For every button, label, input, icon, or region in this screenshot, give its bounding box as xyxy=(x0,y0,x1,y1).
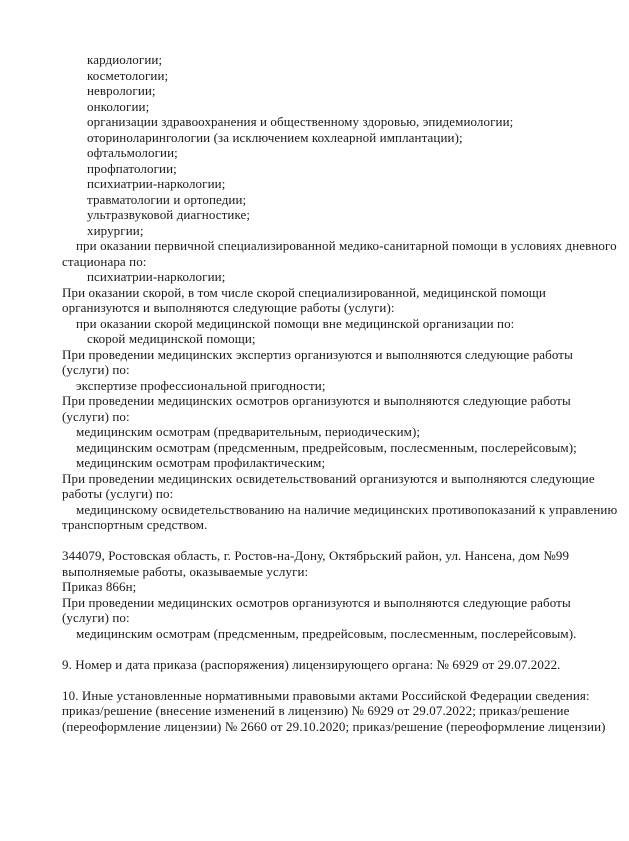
text-line: приказ/решение (внесение изменений в лицензию) № 6929 от 29.07.2022; приказ/решение xyxy=(62,703,570,718)
text-line: работы (услуги) по: xyxy=(62,486,174,501)
text-line: При проведении медицинских экспертиз организуются и выполняются следующие работы xyxy=(62,346,573,362)
blank-line xyxy=(62,672,611,688)
text-line: психиатрии-наркологии; xyxy=(87,269,226,284)
text-line: экспертизе профессиональной пригодности; xyxy=(76,377,326,393)
text-line: косметологии; xyxy=(87,67,169,83)
text-line: неврологии; xyxy=(87,83,156,98)
text-line: При проведении медицинских осмотров организуются и выполняются следующие работы xyxy=(62,393,571,408)
text-line: 10. Иные установленные нормативными правовыми актами Российской Федерации сведения: xyxy=(62,687,590,703)
text-line: (услуги) по: xyxy=(62,610,130,625)
text-line: при оказании скорой медицинской помощи вне медицинской организации по: xyxy=(76,315,515,331)
text-line: При проведении медицинских осмотров организуются и выполняются следующие работы xyxy=(62,594,571,610)
blank-line xyxy=(62,533,611,549)
text-line: транспортным средством. xyxy=(62,517,208,532)
text-line: профпатологии; xyxy=(87,160,177,176)
text-line: кардиологии; xyxy=(87,52,163,67)
text-line: (услуги) по: xyxy=(62,408,130,424)
text-line: ультразвуковой диагностике; xyxy=(87,207,251,222)
text-line: хирургии; xyxy=(87,222,144,238)
text-line: организуются и выполняются следующие работы (услуги): xyxy=(62,300,395,315)
text-line: При проведении медицинских освидетельствований организуются и выполняются следующие xyxy=(62,470,595,486)
text-line: При оказании скорой, в том числе скорой специализированной, медицинской помощи xyxy=(62,284,546,300)
text-line: медицинским осмотрам (предварительным, периодическим); xyxy=(76,424,421,439)
blank-line xyxy=(62,641,611,657)
text-line: выполняемые работы, оказываемые услуги: xyxy=(62,563,309,579)
text-line: медицинским осмотрам (предсменным, предрейсовым, послесменным, послерейсовым). xyxy=(76,625,577,641)
text-line: скорой медицинской помощи; xyxy=(87,331,256,346)
text-line: Приказ 866н; xyxy=(62,579,137,594)
text-line: психиатрии-наркологии; xyxy=(87,176,226,191)
text-line: онкологии; xyxy=(87,98,150,114)
text-line: оториноларингологии (за исключением кохлеарной имплантации); xyxy=(87,129,463,145)
text-line: (переоформление лицензии) № 2660 от 29.10.2020; приказ/решение (переоформление лицензии) xyxy=(62,718,606,734)
text-line: 344079, Ростовская область, г. Ростов-на-Дону, Октябрьский район, ул. Нансена, дом №99 xyxy=(62,548,570,563)
document-page xyxy=(62,52,618,841)
text-line: при оказании первичной специализированной медико-санитарной помощи в условиях дневного xyxy=(76,238,617,253)
text-line: медицинским осмотрам профилактическим; xyxy=(76,455,326,470)
text-line: офтальмологии; xyxy=(87,145,178,160)
text-line: медицинским осмотрам (предсменным, предрейсовым, послесменным, послерейсовым); xyxy=(76,439,577,455)
text-line: (услуги) по: xyxy=(62,362,130,377)
text-line: травматологии и ортопедии; xyxy=(87,191,247,207)
text-line: 9. Номер и дата приказа (распоряжения) лицензирующего органа: № 6929 от 29.07.2022. xyxy=(62,656,561,672)
text-line: стационара по: xyxy=(62,253,147,269)
text-line: организации здравоохранения и общественному здоровью, эпидемиологии; xyxy=(87,114,514,129)
text-line: медицинскому освидетельствованию на наличие медицинских противопоказаний к управлению xyxy=(76,501,618,517)
